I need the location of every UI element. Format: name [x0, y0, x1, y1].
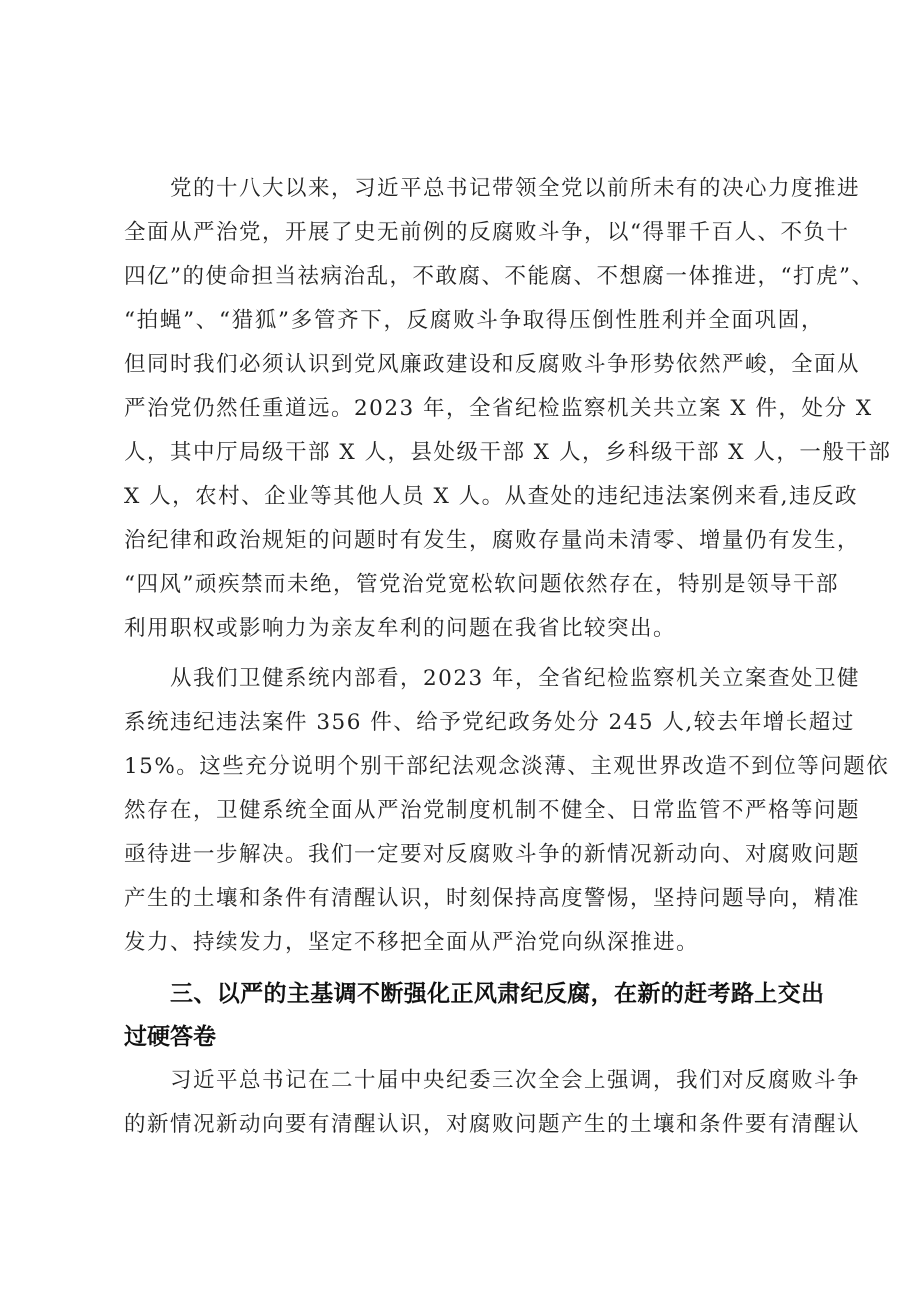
paragraph-line: X 人，农村、企业等其他人员 X 人。从查处的违纪违法案例来看,违反政	[124, 484, 858, 509]
paragraph-line: 党的十八大以来，习近平总书记带领全党以前所未有的决心力度推进	[170, 176, 861, 201]
paragraph-line: 然存在，卫健系统全面从严治党制度机制不健全、日常监管不严格等问题	[124, 798, 861, 823]
section-heading-line: 三、以严的主基调不断强化正风肃纪反腐，在新的赶考路上交出	[170, 981, 824, 1007]
paragraph-line: “拍蝇”、“猎狐”多管齐下，反腐败斗争取得压倒性胜利并全面巩固，	[124, 308, 824, 333]
paragraph-line: 亟待进一步解决。我们一定要对反腐败斗争的新情况新动向、对腐败问题	[124, 842, 861, 867]
paragraph-line: 四亿”的使命担当祛病治乱，不敢腐、不能腐、不想腐一体推进，“打虎”、	[124, 264, 875, 289]
paragraph-line: 15%。这些充分说明个别干部纪法观念淡薄、主观世界改造不到位等问题依	[124, 754, 890, 779]
paragraph-line: 全面从严治党，开展了史无前例的反腐败斗争，以“得罪千百人、不负十	[124, 220, 850, 245]
paragraph-line: 但同时我们必须认识到党风廉政建设和反腐败斗争形势依然严峻，全面从	[124, 352, 861, 377]
paragraph-line: 的新情况新动向要有清醒认识，对腐败问题产生的土壤和条件要有清醒认	[124, 1112, 861, 1137]
paragraph-line: “四风”顽疾禁而未绝，管党治党宽松软问题依然存在，特别是领导干部	[124, 572, 839, 597]
paragraph-line: 系统违纪违法案件 356 件、给予党纪政务处分 245 人,较去年增长超过	[124, 710, 855, 735]
paragraph-line: 人，其中厅局级干部 X 人，县处级干部 X 人，乡科级干部 X 人，一般干部	[124, 440, 892, 465]
paragraph-line: 治纪律和政治规矩的问题时有发生，腐败存量尚未清零、增量仍有发生，	[124, 528, 861, 553]
paragraph-line: 严治党仍然任重道远。2023 年，全省纪检监察机关共立案 X 件，处分 X	[124, 396, 873, 421]
paragraph-line: 发力、持续发力，坚定不移把全面从严治党向纵深推进。	[124, 930, 700, 955]
paragraph-line: 习近平总书记在二十届中央纪委三次全会上强调，我们对反腐败斗争	[170, 1068, 861, 1093]
paragraph-line: 从我们卫健系统内部看，2023 年，全省纪检监察机关立案查处卫健	[170, 666, 861, 691]
paragraph-line: 产生的土壤和条件有清醒认识，时刻保持高度警惕，坚持问题导向，精准	[124, 886, 861, 911]
paragraph-line: 利用职权或影响力为亲友牟利的问题在我省比较突出。	[124, 616, 677, 641]
section-heading-line: 过硬答卷	[124, 1024, 216, 1050]
